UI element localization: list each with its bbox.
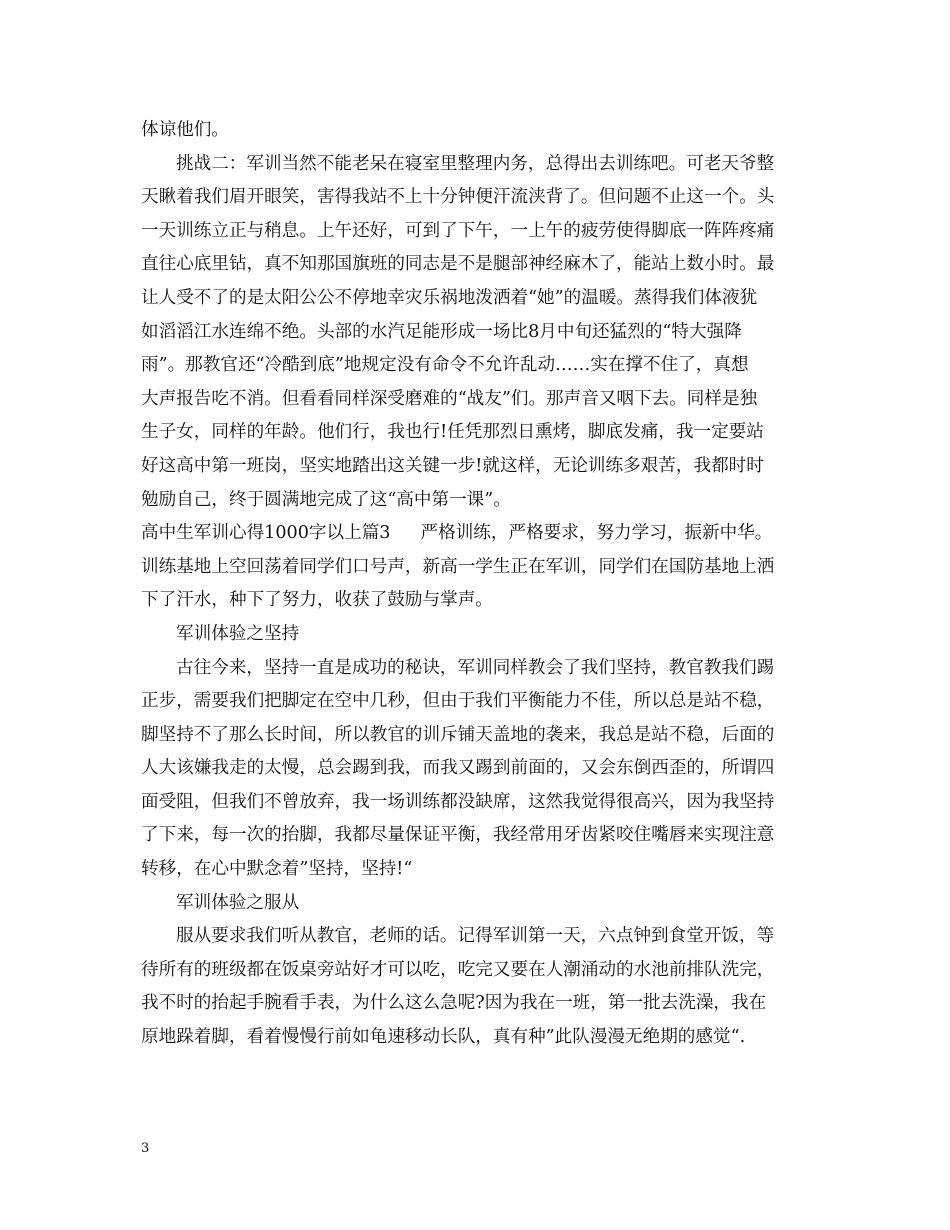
paragraph-line: 生子女，同样的年龄。他们行，我也行!任凭那烈日熏烤，脚底发痛，我一定要站 [141,422,764,443]
paragraph-line: 训练基地上空回荡着同学们口号声，新高一学生正在军训，同学们在国防基地上洒 [141,556,775,577]
paragraph-line: 待所有的班级都在饭桌旁站好才可以吃，吃完又要在人潮涌动的水池前排队洗完， [141,959,775,980]
paragraph-line: 下了汗水，种下了努力，收获了鼓励与掌声。 [141,590,493,611]
paragraph-line: 雨”。那教官还“冷酷到底”地规定没有命令不允许乱动……实在撑不住了，真想 [141,355,749,376]
paragraph-line: 大声报告吃不消。但看看同样深受磨难的“战友”们。那声音又咽下去。同样是独 [141,388,758,409]
paragraph-line: 让人受不了的是太阳公公不停地幸灾乐祸地泼洒着“她”的温暖。蒸得我们体液犹 [141,287,758,308]
paragraph-line: 一天训练立正与稍息。上午还好，可到了下午，一上午的疲劳使得脚底一阵阵疼痛 [141,220,775,241]
paragraph-line: 勉励自己，终于圆满地完成了这“高中第一课”。 [141,489,511,510]
paragraph-line: 挑战二：军训当然不能老呆在寝室里整理内务，总得出去训练吧。可老天爷整 [176,153,775,174]
paragraph-line: 古往今来，坚持一直是成功的秘诀，军训同样教会了我们坚持，教官教我们踢 [176,657,775,678]
paragraph-line: 我不时的抬起手腕看手表，为什么这么急呢?因为我在一班，第一批去洗澡，我在 [141,993,767,1014]
paragraph-line: 原地跺着脚，看着慢慢行前如龟速移动长队，真有种”此队漫漫无绝期的感觉“. [141,1027,746,1048]
paragraph-line: 人大该嫌我走的太慢，总会踢到我，而我又踢到前面的，又会东倒西歪的，所谓四 [141,758,775,779]
paragraph-line: 天瞅着我们眉开眼笑，害得我站不上十分钟便汗流浃背了。但问题不止这一个。头 [141,187,775,208]
page-number: 3 [141,1141,150,1156]
paragraph-line: 如滔滔江水连绵不绝。头部的水汽足能形成一场比8月中旬还猛烈的“特大强降 [141,321,742,342]
paragraph-line: 服从要求我们听从教官，老师的话。记得军训第一天，六点钟到食堂开饭，等 [176,926,775,947]
subheading: 军训体验之坚持 [176,623,300,644]
paragraph-line: 面受阻，但我们不曾放弃，我一场训练都没缺席，这然我觉得很高兴，因为我坚持 [141,791,775,812]
paragraph-line: 好这高中第一班岗，坚实地踏出这关键一步!就这样，无论训练多艰苦，我都时时 [141,455,764,476]
paragraph-line: 体谅他们。 [141,120,229,140]
paragraph-line: 脚坚持不了那么长时间，所以教官的训斥铺天盖地的袭来，我总是站不稳，后面的 [141,724,775,745]
paragraph-line: 直往心底里钻，真不知那国旗班的同志是不是腿部神经麻木了，能站上数小时。最 [141,254,775,275]
paragraph-line: 转移，在心中默念着”坚持，坚持!“ [141,859,413,880]
section-heading-line [141,517,941,551]
paragraph-line: 了下来，每一次的抬脚，我都尽量保证平衡，我经常用牙齿紧咬住嘴唇来实现注意 [141,825,775,846]
paragraph-line: 正步，需要我们把脚定在空中几秒，但由于我们平衡能力不佳，所以总是站不稳， [141,691,775,712]
section-title-rest: 严格训练，严格要求，努力学习，振新中华。 [420,523,773,544]
section-title: 高中生军训心得1000字以上篇3 [141,523,391,544]
document-body [141,114,801,1055]
subheading: 军训体验之服从 [176,892,300,913]
